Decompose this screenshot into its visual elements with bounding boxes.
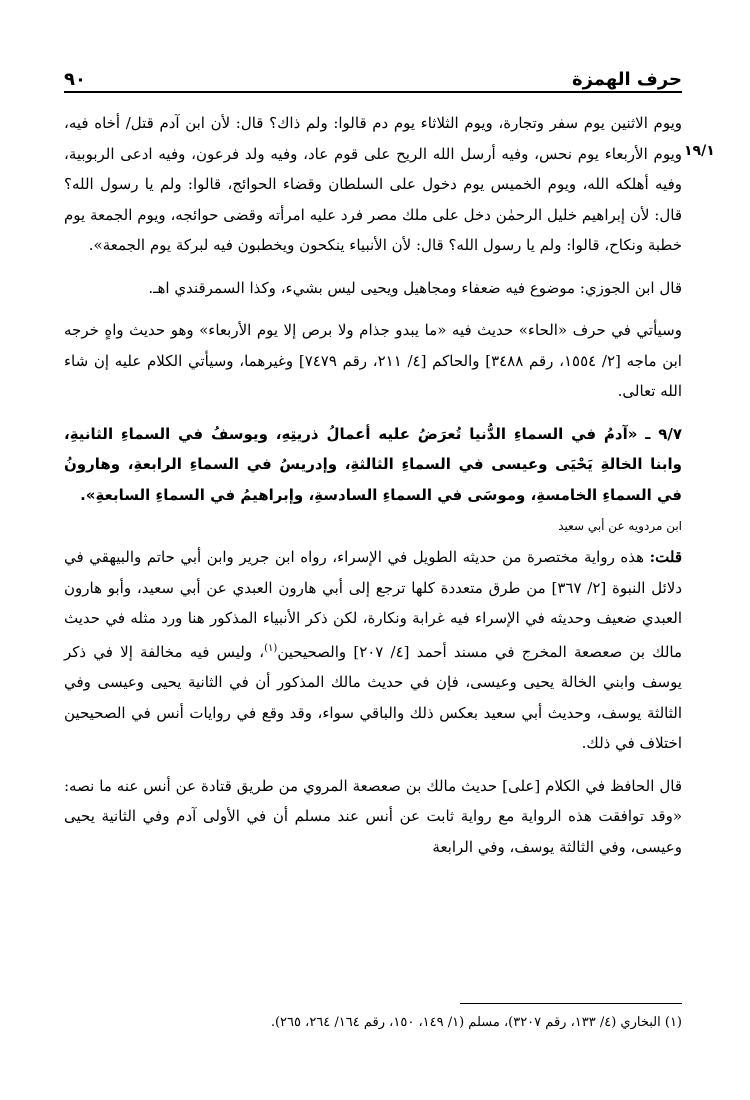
main-text — [64, 108, 682, 862]
hadith-source: ابن مردويه عن أبي سعيد — [558, 519, 682, 533]
paragraph-hafiz: قال الحافظ في الكلام [على] حديث مالك بن صعصعة المروي من طريق قتادة عن أنس عنه ما نصه: «وقد توافقت هذه الرواية مع رواية ثابت عن أنس عند مسلم أن في الأولى آدم وفي الثانية يحيى وعيسى، وفي الثالثة يوسف، وفي الرابعة — [64, 776, 682, 856]
chapter-title: حرف الهمزة — [571, 69, 682, 90]
commentary-text-1: هذه رواية مختصرة من حديثه الطويل في الإسراء، رواه ابن جرير وابن أبي حاتم والبيهقي في دلائل النبوة [٢/ ٣٦٧] من طرق متعددة كلها ترجع إلى أبي هارون العبدي عن أبي سعيد، وأبو هارون العبدي ضعيف وحديثه في الإسراء فيه غرابة ونكارة، لكن ذكر الأنبياء المذكور هنا ورد مثله في حديث مالك بن صعصعة المخرج في مسند أحمد [٤/ ٢٠٧] والصحيحين — [64, 548, 682, 661]
commentary-lead: قلت: — [649, 548, 682, 566]
header-rule — [64, 91, 682, 93]
footnote: (١) البخاري (٤/ ١٣٣، رقم ٣٢٠٧)، مسلم (١/ ١٤٩، ١٥٠، رقم ١٦٤/ ٢٦٤، ٢٦٥). — [270, 1015, 682, 1030]
paragraph-cross-reference: وسيأتي في حرف «الحاء» حديث فيه «ما يبدو جذام ولا برص إلا يوم الأربعاء» وهو حديث واهٍ خرجه ابن ماجه [٢/ ١٥٥٤، رقم ٣٤٨٨] والحاكم [٤/ ٢١١، رقم ٧٤٧٩] وغيرهما، وسيأتي الكلام عليه إن شاء الله تعالى. — [64, 321, 682, 400]
page-header — [64, 56, 682, 90]
footnote-marker: (١) — [264, 642, 278, 654]
paragraph-continuation: ويوم الاثنين يوم سفر وتجارة، ويوم الثلاثاء يوم دم قالوا: ولم ذاك؟ قال: لأن ابن آدم قتل/ أخاه فيه، ويوم الأربعاء يوم نحس، وفيه أرسل الله الريح على قوم عاد، وفيه ولد فرعون، وفيه ادعى الربوبية، وفيه أهلكه الله، ويوم الخميس يوم دخول على السلطان وقضاء الحوائج، قالوا: ولم يا رسول الله؟ قال: لأن إبراهيم خليل الرحمٰن دخل على ملك مصر فرد عليه امرأته وقضى حوائجه، ويوم الجمعة يوم خطبة ونكاح، قالوا: ولم يا رسول الله؟ قال: لأن الأنبياء ينكحون ويخطبون فيه لبركة يوم الجمعة». — [64, 114, 682, 254]
hadith-text: ٩/٧ ـ «آدمُ في السماءِ الدُّنيا تُعرَضُ عليه أعمالُ ذريتِهِ، ويوسفُ في السماءِ الثانيةِ، وابنا الخالةِ يَحْيَى وعيسى في السماءِ الثالثةِ، وإدريسُ في السماءِ الرابعةِ، وهارونُ في السماءِ الخامسةِ، وموسَى في السماءِ السادسةِ، وإبراهيمُ في السماءِ السابعةِ». — [64, 424, 682, 504]
paragraph-ibn-aljawzi: قال ابن الجوزي: موضوع فيه ضعفاء ومجاهيل ويحيى ليس بشيء، وكذا السمرقندي اهـ. — [148, 278, 682, 297]
footnote-rule — [460, 1003, 682, 1004]
margin-reference: ١٩/١ — [684, 143, 715, 159]
paragraph-commentary — [64, 542, 682, 759]
page-number: ٩٠ — [64, 69, 86, 90]
commentary-text-2: ، وليس فيه مخالفة إلا في ذكر يوسف وابني الخالة يحيى وعيسى، فإن في حديث مالك المذكور أن في الثانية يحيى وعيسى وفي الثالثة يوسف، وحديث أبي سعيد بعكس ذلك والباقي سواء، وقد وقع في روايات أنس في الصحيحين اختلاف في ذلك. — [64, 642, 682, 752]
